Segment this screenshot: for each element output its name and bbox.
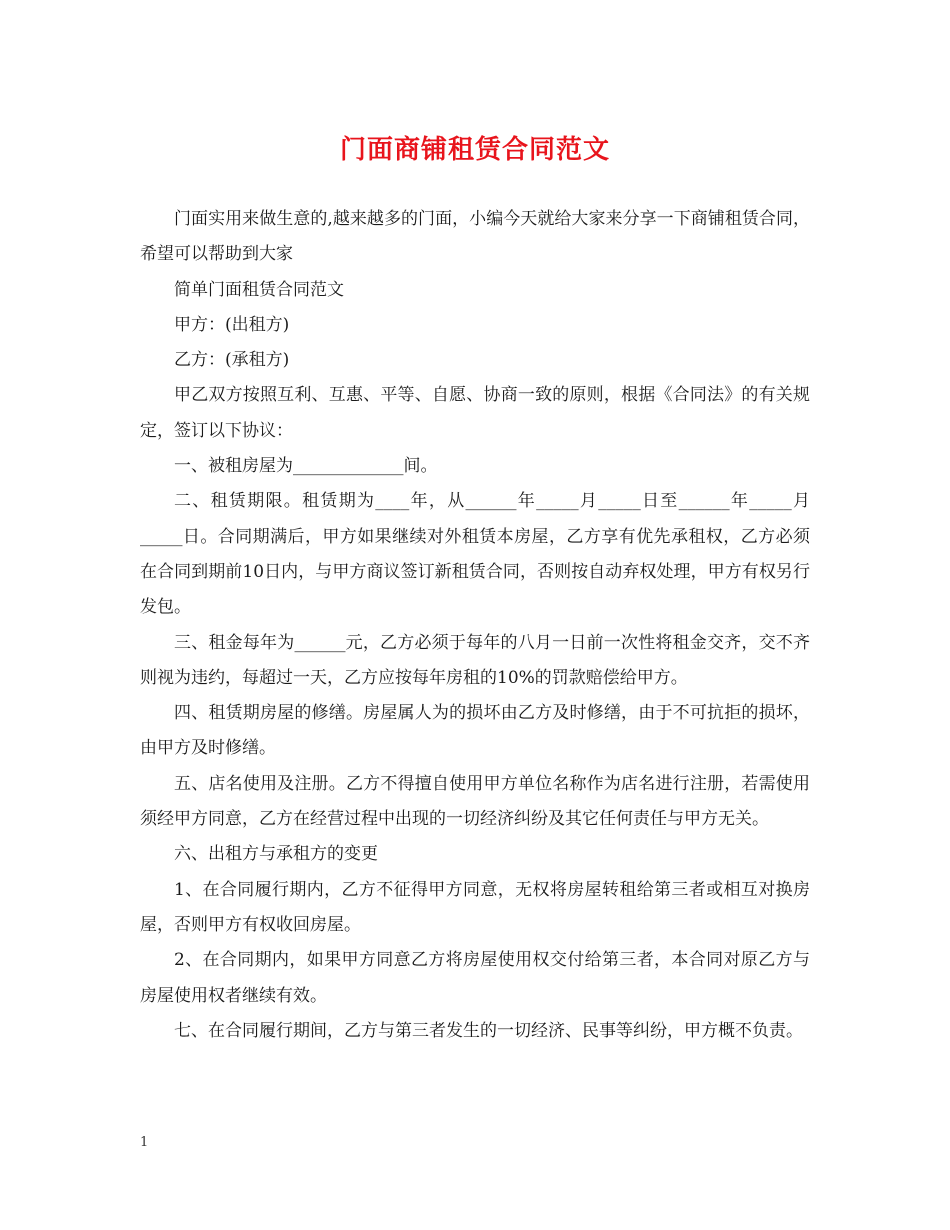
clause-1: 一、被租房屋为_____________间。 [174,456,438,477]
paragraph-preamble: 甲乙双方按照互利、互惠、平等、自愿、协商一致的原则，根据《合同法》的有关规定，签订以下协议： [140,385,810,441]
clause-7: 七、在合同履行期间，乙方与第三者发生的一切经济、民事等纠纷，甲方概不负责。 [174,1020,803,1041]
clause-6-item-2: 2、在合同期内，如果甲方同意乙方将房屋使用权交付给第三者，本合同对原乙方与房屋使用权者继续有效。 [140,950,810,1006]
paragraph-party-b: 乙方：(承租方) [174,350,290,371]
clause-3: 三、租金每年为______元，乙方必须于每年的八月一日前一次性将租金交齐，交不齐则视为违约，每超过一天，乙方应按每年房租的10%的罚款赔偿给甲方。 [140,632,810,688]
paragraph-subtitle: 简单门面租赁合同范文 [174,279,344,300]
page-number: 1 [140,1135,149,1150]
clause-2: 二、租赁期限。租赁期为____年，从______年_____月_____日至______年_____月_____日。合同期满后，甲方如果继续对外租赁本房屋，乙方享有优先承租权，乙方必须在合同到期前10日内，与甲方商议签订新租赁合同，否则按自动弃权处理，甲方有权另行发包。 [140,491,810,618]
document-title: 门面商铺租赁合同范文 [339,135,610,165]
paragraph-intro: 门面实用来做生意的,越来越多的门面，小编今天就给大家来分享一下商铺租赁合同，希望可以帮助到大家 [140,209,810,265]
paragraph-party-a: 甲方：(出租方) [174,314,290,335]
clause-6: 六、出租方与承租方的变更 [174,844,378,865]
document-body [140,202,810,1049]
clause-5: 五、店名使用及注册。乙方不得擅自使用甲方单位名称作为店名进行注册，若需使用须经甲方同意，乙方在经营过程中出现的一切经济纠纷及其它任何责任与甲方无关。 [140,773,810,830]
clause-4: 四、租赁期房屋的修缮。房屋属人为的损坏由乙方及时修缮，由于不可抗拒的损坏，由甲方及时修缮。 [140,703,810,759]
clause-6-item-1: 1、在合同履行期内，乙方不征得甲方同意，无权将房屋转租给第三者或相互对换房屋，否则甲方有权收回房屋。 [140,879,810,935]
